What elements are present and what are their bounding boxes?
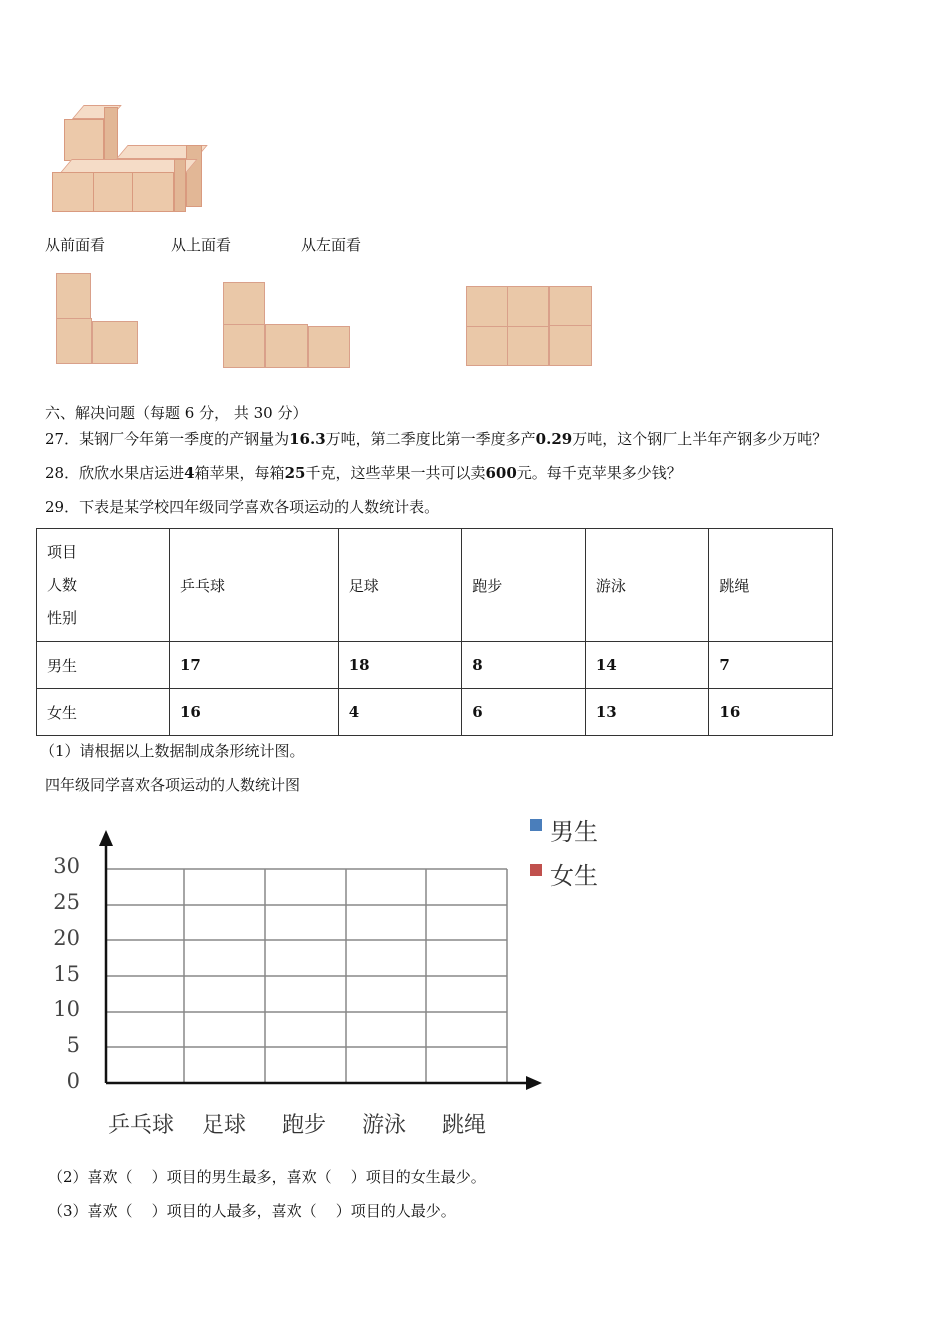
chart-title: 四年级同学喜欢各项运动的人数统计图 xyxy=(45,776,301,794)
column-header: 足球 xyxy=(338,529,462,642)
y-tick: 15 xyxy=(53,962,80,986)
y-tick: 5 xyxy=(66,1033,80,1057)
q27-value-a: 16.3 xyxy=(289,430,326,448)
top-view-shape xyxy=(223,282,353,370)
corner-label-gender: 性别 xyxy=(47,608,78,627)
label-top-view: 从上面看 xyxy=(171,236,232,254)
label-left-view: 从左面看 xyxy=(301,236,362,254)
sub-question-2: （2）喜欢（ ）项目的男生最多，喜欢（ ）项目的女生最少。 xyxy=(48,1168,486,1186)
table-cell: 8 xyxy=(462,642,586,689)
column-header: 跑步 xyxy=(462,529,586,642)
chart-grid xyxy=(40,810,620,1150)
table-cell: 13 xyxy=(585,689,709,736)
q28-value-b: 25 xyxy=(284,464,306,482)
row-label: 女生 xyxy=(37,689,170,736)
table-corner-cell xyxy=(37,529,170,642)
table-header-row xyxy=(37,529,833,642)
q27-text-c: 万吨，这个钢厂上半年产钢多少万吨？ xyxy=(572,430,828,448)
y-axis-arrow-icon xyxy=(99,830,113,846)
q28-text-a: 欣欣水果店运进 xyxy=(79,464,185,482)
cube-figure-3d xyxy=(50,105,205,215)
q27-text-b: 万吨，第二季度比第一季度多产 xyxy=(325,430,536,448)
q28-text-d: 元。每千克苹果多少钱？ xyxy=(516,464,682,482)
question-29 xyxy=(45,498,439,516)
table-cell: 16 xyxy=(709,689,833,736)
x-category: 乒乓球 xyxy=(108,1113,175,1138)
column-header: 游泳 xyxy=(585,529,709,642)
question-28 xyxy=(45,464,682,482)
corner-label-item: 项目 xyxy=(47,542,78,561)
sports-stats-table xyxy=(36,528,833,736)
bar-chart xyxy=(40,810,620,1150)
q27-number: 27． xyxy=(45,430,80,448)
q28-text-b: 箱苹果，每箱 xyxy=(194,464,285,482)
x-category: 跑步 xyxy=(282,1113,327,1138)
table-cell: 14 xyxy=(585,642,709,689)
table-cell: 6 xyxy=(462,689,586,736)
table-cell: 18 xyxy=(338,642,462,689)
label-front-view: 从前面看 xyxy=(45,236,106,254)
table-row xyxy=(37,642,833,689)
sub-question-3: （3）喜欢（ ）项目的人最多，喜欢（ ）项目的人最少。 xyxy=(48,1202,456,1220)
x-category: 足球 xyxy=(202,1113,247,1138)
table-row xyxy=(37,689,833,736)
table-cell: 7 xyxy=(709,642,833,689)
column-header: 乒乓球 xyxy=(170,529,339,642)
q29-number: 29． xyxy=(45,498,80,516)
q28-value-c: 600 xyxy=(485,464,517,482)
q28-number: 28． xyxy=(45,464,80,482)
column-header: 跳绳 xyxy=(709,529,833,642)
legend-swatch-girls xyxy=(530,864,542,876)
y-tick: 0 xyxy=(66,1069,80,1093)
legend-label-girls: 女生 xyxy=(550,862,598,890)
sub-question-1: （1）请根据以上数据制成条形统计图。 xyxy=(40,742,305,760)
q28-text-c: 千克，这些苹果一共可以卖 xyxy=(305,464,486,482)
x-category: 游泳 xyxy=(362,1113,407,1138)
q27-text-a: 某钢厂今年第一季度的产钢量为 xyxy=(79,430,290,448)
table-cell: 17 xyxy=(170,642,339,689)
legend-swatch-boys xyxy=(530,819,542,831)
x-category: 跳绳 xyxy=(442,1113,487,1138)
q28-value-a: 4 xyxy=(184,464,195,482)
corner-label-count: 人数 xyxy=(47,575,78,594)
y-tick: 25 xyxy=(53,890,80,914)
left-view-shape xyxy=(466,286,596,370)
table-cell: 4 xyxy=(338,689,462,736)
q27-value-b: 0.29 xyxy=(535,430,573,448)
y-tick: 10 xyxy=(53,997,80,1021)
x-axis-arrow-icon xyxy=(526,1076,542,1090)
question-27 xyxy=(45,430,827,448)
y-tick: 20 xyxy=(53,926,80,950)
row-label: 男生 xyxy=(37,642,170,689)
y-tick: 30 xyxy=(53,854,80,878)
table-cell: 16 xyxy=(170,689,339,736)
front-view-shape xyxy=(56,273,142,369)
legend-label-boys: 男生 xyxy=(550,818,598,846)
section-title: 六、解决问题（每题 6 分， 共 30 分） xyxy=(45,404,308,422)
q29-text: 下表是某学校四年级同学喜欢各项运动的人数统计表。 xyxy=(79,498,440,516)
